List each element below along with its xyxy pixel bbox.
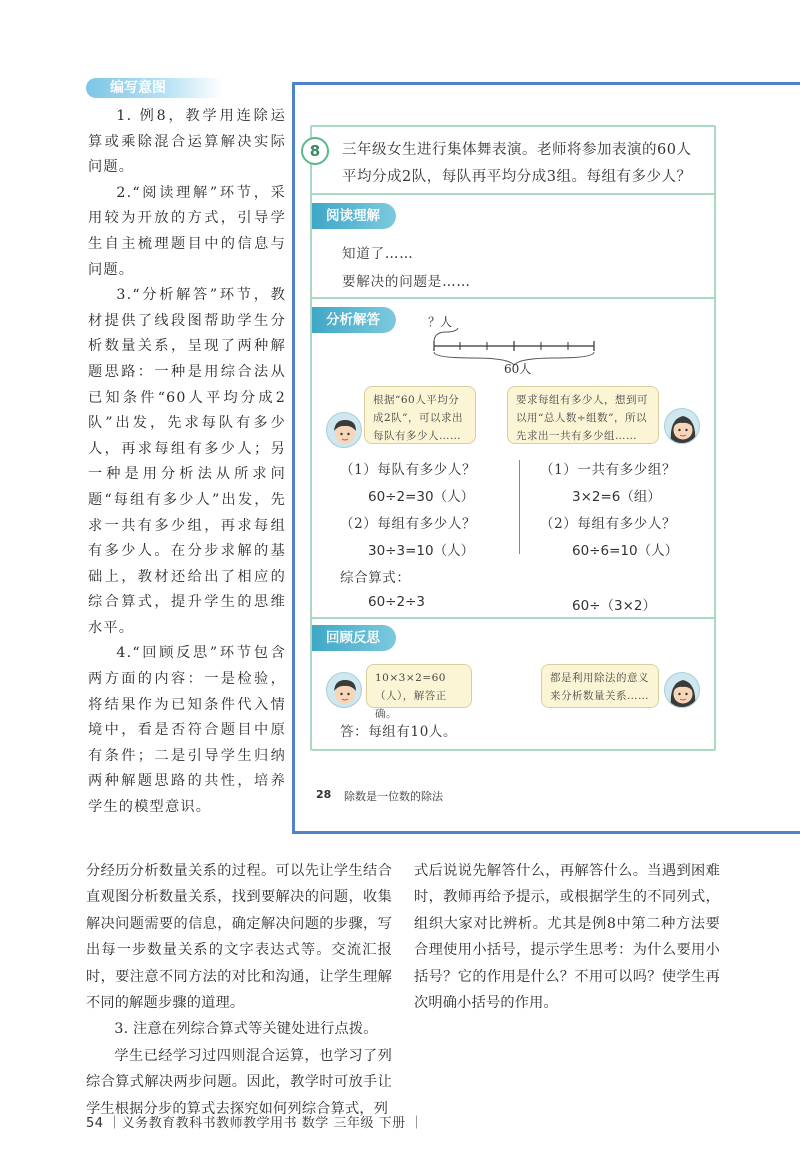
girl-avatar-review	[664, 672, 700, 708]
section-tag-review: 回顾反思	[312, 625, 396, 651]
diagram-top-brace	[434, 328, 458, 342]
answer-text: 答：每组有10人。	[340, 724, 458, 740]
intent-column	[88, 104, 286, 821]
combined-right: 60÷（3×2）	[572, 598, 656, 614]
diagram-top-label: ？人	[428, 315, 453, 329]
right-step-a2: 60÷6=10（人）	[572, 543, 679, 559]
inner-page-title: 除数是一位数的除法	[344, 790, 443, 803]
bubble-left-analysis: 根据“60人平均分成2队”，可以求出每队有多少人……	[364, 386, 476, 444]
intent-paragraph-1: 1. 例8，教学用连除运算或乘除混合运算解决实际问题。	[88, 108, 286, 176]
steps-divider	[519, 460, 520, 554]
outer-left-paragraph-1: 分经历分析数量关系的过程。可以先让学生结合直观图分析数量关系，找到要解决的问题，收集解决问题需要的信息，确定解决问题的步骤，写出每一步数量关系的文字表达式等。交流汇报时，要注意不同方法的对比和沟通，让学生理解不同的解题步骤的道理。	[86, 863, 392, 1012]
combined-left: 60÷2÷3	[368, 594, 425, 610]
combined-label: 综合算式：	[340, 570, 411, 586]
boy-avatar	[326, 412, 362, 448]
outer-page-footer: 54 ｜义务教育教科书教师教学用书 数学 三年级 下册 ｜	[86, 1116, 424, 1131]
outer-left-column	[86, 858, 392, 1122]
bubble-left-review: 10×3×2=60（人），解答正确。	[366, 664, 472, 708]
girl-avatar	[664, 408, 700, 444]
bubble-right-analysis: 要求每组有多少人，想到可以用“总人数÷组数”，所以先求出一共有多少组……	[507, 386, 659, 444]
bubble-right-review: 都是利用除法的意义来分析数量关系……	[541, 664, 659, 708]
divider-problem	[312, 193, 714, 195]
right-step-a1: 3×2=6（组）	[572, 489, 661, 505]
intent-paragraph-2: 2.“阅读理解”环节，采用较为开放的方式，引导学生自主梳理题目中的信息与问题。	[88, 184, 286, 278]
diagram-bottom-label: 60人	[504, 362, 532, 376]
right-step-q1: （1）一共有多少组？	[540, 462, 677, 478]
example-number-badge: 8	[301, 137, 329, 165]
problem-text: 三年级女生进行集体舞表演。老师将参加表演的60人平均分成2队，每队再平均分成3组。每组有多少人？	[342, 142, 692, 185]
outer-left-paragraph-3: 学生已经学习过四则混合运算，也学习了列综合算式解决两步问题。因此，教学时可放手让学生根据分步的算式去探究如何列综合算式，列	[86, 1047, 392, 1117]
intent-paragraph-4: 4.“回顾反思”环节包含两方面的内容：一是检验，将结果作为已知条件代入情境中，看是否符合题目中原有条件；二是引导学生归纳两种解题思路的共性，培养学生的模型意识。	[88, 645, 286, 816]
divider-reading	[312, 297, 714, 299]
reading-line-2: 要解决的问题是……	[342, 274, 471, 290]
right-step-q2: （2）每组有多少人？	[540, 516, 677, 532]
outer-left-paragraph-2: 3. 注意在列综合算式等关键处进行点拨。	[114, 1021, 378, 1038]
divider-analysis	[312, 617, 714, 619]
left-step-q1: （1）每队有多少人？	[340, 462, 477, 478]
boy-avatar-review	[326, 672, 362, 708]
outer-right-column	[414, 858, 720, 1016]
left-step-q2: （2）每组有多少人？	[340, 516, 477, 532]
intent-paragraph-3: 3.“分析解答”环节，教材提供了线段图帮助学生分析数量关系，呈现了两种解题思路：一种是用综合法从已知条件“60人平均分成2队”出发，先求每队有多少人，再求每组有多少人；另一种是用分析法从所求问题“每组有多少人”出发，先求一共有多少组，再求每组有多少人。在分步求解的基础上，教材还给出了相应的综合算式，提升学生的思维水平。	[88, 287, 286, 636]
outer-right-paragraph-1: 式后说说先解答什么，再解答什么。当遇到困难时，教师再给予提示，或根据学生的不同列式，组织大家对比辨析。尤其是例8中第二种方法要合理使用小括号，提示学生思考：为什么要用小括号？它的作用是什么？不用可以吗？使学生再次明确小括号的作用。	[414, 863, 720, 1012]
left-step-a2: 30÷3=10（人）	[368, 543, 475, 559]
reading-line-1: 知道了……	[342, 246, 414, 262]
intent-header: 编写意图	[86, 78, 222, 98]
section-tag-reading: 阅读理解	[312, 203, 396, 229]
left-step-a1: 60÷2=30（人）	[368, 489, 475, 505]
inner-page-number: 28	[316, 788, 332, 801]
section-tag-analysis: 分析解答	[312, 307, 396, 333]
